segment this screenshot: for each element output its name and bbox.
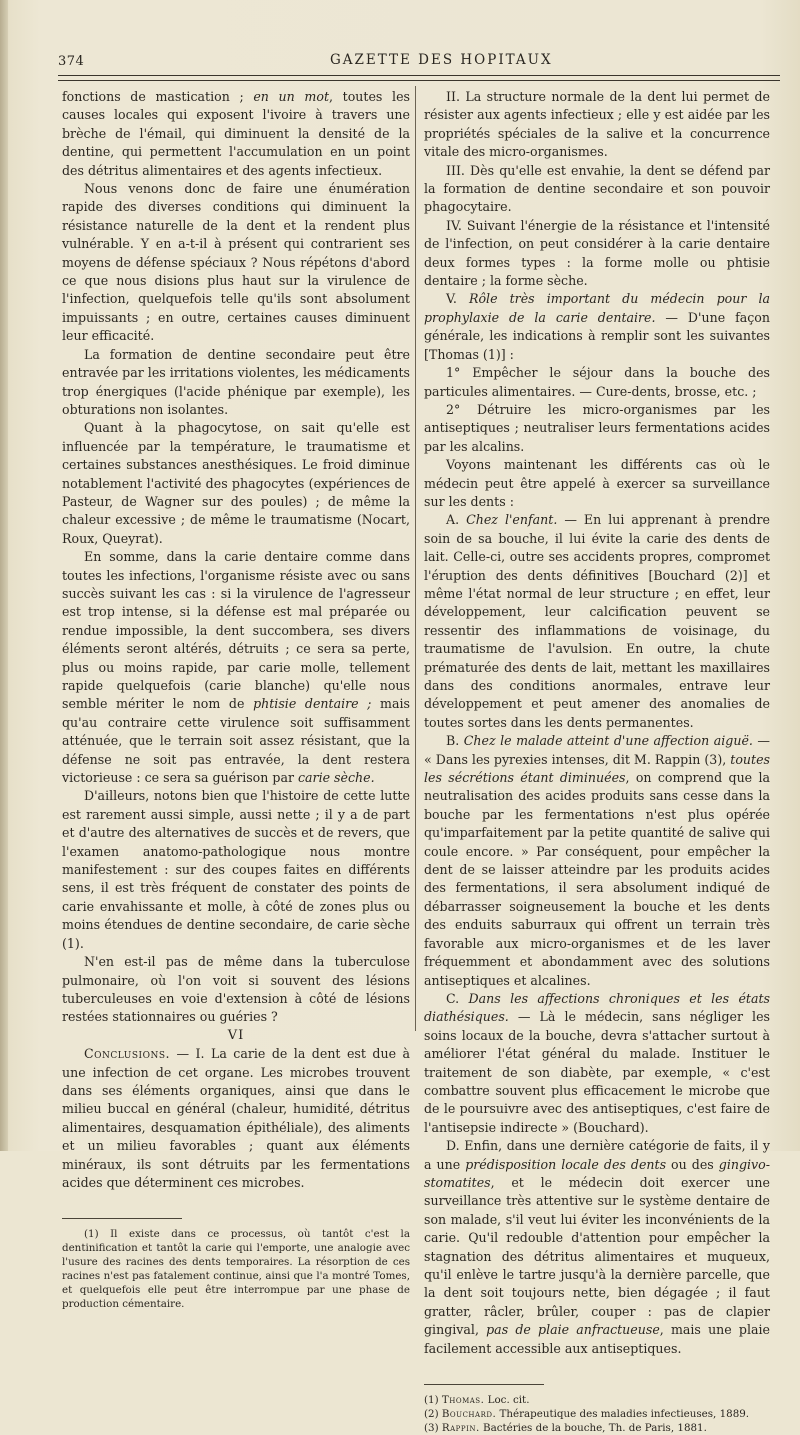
paragraph: Conclusions. — I. La carie de la dent est due à une infection de cet organe. Les microbes trouvent dans ses éléments organiques, ainsi que dans le milieu buccal en général (chaleur, humidité, détritus alimentaires, desquamation épithéliale), des aliments et un milieu favorables ; quant aux éléments minéraux, ils sont détruits par les fermentations acides que déterminent ces microbes.	[62, 1046, 410, 1190]
footnote: (2) Bouchard. Thérapeutique des maladies infectieuses, 1889.	[424, 1408, 750, 1421]
paragraph: IV. Suivant l'énergie de la résistance et l'intensité de l'infection, on peut considérer à la carie dentaire deux formes types : la forme molle ou phtisie dentaire ; la forme sèche.	[424, 217, 770, 289]
paragraph: 2° Détruire les micro-organismes par les antiseptiques ; neutraliser leurs fermentations acides par les alcalins.	[424, 401, 770, 454]
footnote: (1) Il existe dans ce processus, où tantôt c'est la dentinification et tantôt la carie qui l'emporte, une analogie avec l'usure des racines des dents temporaires. La résorption de ces racines n'est pas fatalement continue, ainsi que l'a montré Tomes, et quelquefois elle peut être interrompue par une phase de production cémentaire.	[62, 1228, 410, 1311]
footnote-list	[424, 1393, 770, 1435]
footnote: (1) Thomas. Loc. cit.	[424, 1394, 530, 1407]
paragraph: C. Dans les affections chroniques et les états diathésiques. — Là le médecin, sans négliger les soins locaux de la bouche, devra s'attacher surtout à améliorer l'état général du malade. Instituer le traitement de son diabète, par exemple, « c'est combattre souvent plus efficacement le microbe que de le poursuivre avec des antiseptiques, c'est faire de l'antisepsie indirecte » (Bouchard).	[424, 990, 770, 1135]
column-divider	[415, 86, 416, 1031]
right-column	[424, 88, 770, 1435]
paragraph: Voyons maintenant les différents cas où le médecin peut être appelé à exercer sa surveillance sur les dents :	[424, 457, 770, 509]
paragraph: 1° Empêcher le séjour dans la bouche des particules alimentaires. — Cure-dents, brosse, etc. ;	[424, 365, 770, 399]
footnote-rule	[62, 1218, 182, 1219]
paragraph: A. Chez l'enfant. — En lui apprenant à prendre soin de sa bouche, il lui évite la carie des dents de lait. Celle-ci, outre ses accidents propres, compromet l'éruption des dents définitives [Bouchard (2)] et même l'état normal de leur structure ; en effet, leur développement, leur calcification peuvent se ressentir des inflammations de voisinage, du traumatisme de l'avulsion. En outre, la chute prématurée des dents de lait, mettant les maxillaires dans des conditions anormales, entrave leur développement et peut amener des anomalies de toutes sortes dans les dents permanentes.	[424, 512, 770, 730]
header-rule	[58, 75, 780, 81]
section-heading: VI	[227, 1027, 245, 1043]
paragraph: La formation de dentine secondaire peut être entravée par les irritations violentes, les médicaments trop énergiques (l'acide phénique par exemple), les obturations non isolantes.	[62, 346, 410, 417]
paragraph: fonctions de mastication ; en un mot, toutes les causes locales qui exposent l'ivoire à travers une brèche de l'émail, qui diminuent la densité de la dentine, qui permettent l'accumulation en un point des détritus alimentaires et des agents infectieux.	[62, 89, 410, 178]
footnote: (3) Rappin. Bactéries de la bouche, Th. de Paris, 1881.	[424, 1422, 707, 1435]
running-title: GAZETTE DES HOPITAUX	[330, 52, 553, 68]
paragraph: En somme, dans la carie dentaire comme dans toutes les infections, l'organisme résiste avec ou sans succès suivant les cas : si la virulence de l'agresseur est trop intense, si la défense est mal préparée ou rendue impossible, la dent succombera, ses divers éléments seront altérés, détruits ; ce sera sa perte, plus ou moins rapide, par carie molle, tellement rapide quelquefois (carie blanche) qu'elle nous semble mériter le nom de phtisie dentaire ; mais qu'au contraire cette virulence soit suffisamment atténuée, que le terrain soit assez résistant, que la défense ne soit pas entravée, la dent restera victorieuse : ce sera sa guérison par carie sèche.	[62, 549, 410, 786]
paragraph: N'en est-il pas de même dans la tuberculose pulmonaire, où l'on voit si souvent des lésions tuberculeuses en voie d'extension à côté de lésions restées stationnaires ou guéries ?	[62, 954, 410, 1025]
left-column	[62, 88, 410, 1311]
paragraph: Quant à la phagocytose, on sait qu'elle est influencée par la température, le traumatisme et certaines substances anesthésiques. Le froid diminue notablement l'activité des phagocytes (expériences de Pasteur, de Wagner sur des poules) ; de même la chaleur excessive ; de même le traumatisme (Nocart, Roux, Queyrat).	[62, 420, 410, 546]
paragraph: Nous venons donc de faire une énumération rapide des diverses conditions qui diminuent la résistance naturelle de la dent et la rendent plus vulnérable. Y en a-t-il à présent qui contrarient ses moyens de défense spéciaux ? Nous répétons d'abord ce que nous disions plus haut sur la virulence de l'infection, quelquefois telle qu'ils sont absolument impuissants ; en outre, certaines causes diminuent leur efficacité.	[62, 181, 410, 344]
page-spine-shadow	[0, 0, 8, 1151]
footnote-rule	[424, 1384, 544, 1385]
paragraph: B. Chez le malade atteint d'une affection aiguë. — « Dans les pyrexies intenses, dit M. Rappin (3), toutes les sécrétions étant diminuées, on comprend que la neutralisation des acides produits sans cesse dans la bouche par les fermentations n'est plus opérée qu'imparfaitement par la petite quantité de salive qui coule encore. » Par conséquent, pour empêcher la dent de se laisser atteindre par les produits acides des fermentations, il sera absolument indiqué de débarrasser soigneusement la bouche et les dents des enduits saburraux qui offrent un terrain très favorable aux micro-organismes et de les laver fréquemment et abondamment avec des solutions antiseptiques et alcalines.	[424, 733, 771, 988]
page-number: 374	[58, 54, 85, 69]
paragraph: V. Rôle très important du médecin pour la prophylaxie de la carie dentaire. — D'une façon générale, les indications à remplir sont les suivantes [Thomas (1)] :	[424, 291, 770, 362]
paragraph: II. La structure normale de la dent lui permet de résister aux agents infectieux ; elle y est aidée par les propriétés spéciales de la salive et la concurrence vitale des micro-organismes.	[424, 89, 770, 160]
paragraph: D. Enfin, dans une dernière catégorie de faits, il y a une prédisposition locale des dents ou des gingivo-stomatites, et le médecin doit exercer une surveillance très attentive sur le système dentaire de son malade, s'il veut lui éviter les inconvénients de la carie. Qu'il redouble d'attention pour empêcher la stagnation des détritus alimentaires et muqueux, qu'il enlève le tartre jusqu'à la dernière parcelle, que la dent soit toujours nette, bien dégagée ; il faut gratter, râcler, brûler, couper : pas de clapier gingival, pas de plaie anfractueuse, mais une plaie facilement accessible aux antiseptiques.	[424, 1138, 771, 1356]
paragraph: III. Dès qu'elle est envahie, la dent se défend par la formation de dentine secondaire et son pouvoir phagocytaire.	[424, 162, 770, 215]
paragraph: D'ailleurs, notons bien que l'histoire de cette lutte est rarement aussi simple, aussi nette ; il y a de part et d'autre des alternatives de succès et de revers, que l'examen anatomo-pathologique nous montre manifestement : sur des coupes faites en différents sens, il est très fréquent de constater des points de carie envahissante et molle, à côté de zones plus ou moins étendues de dentine secondaire, de carie sèche (1).	[62, 788, 410, 951]
